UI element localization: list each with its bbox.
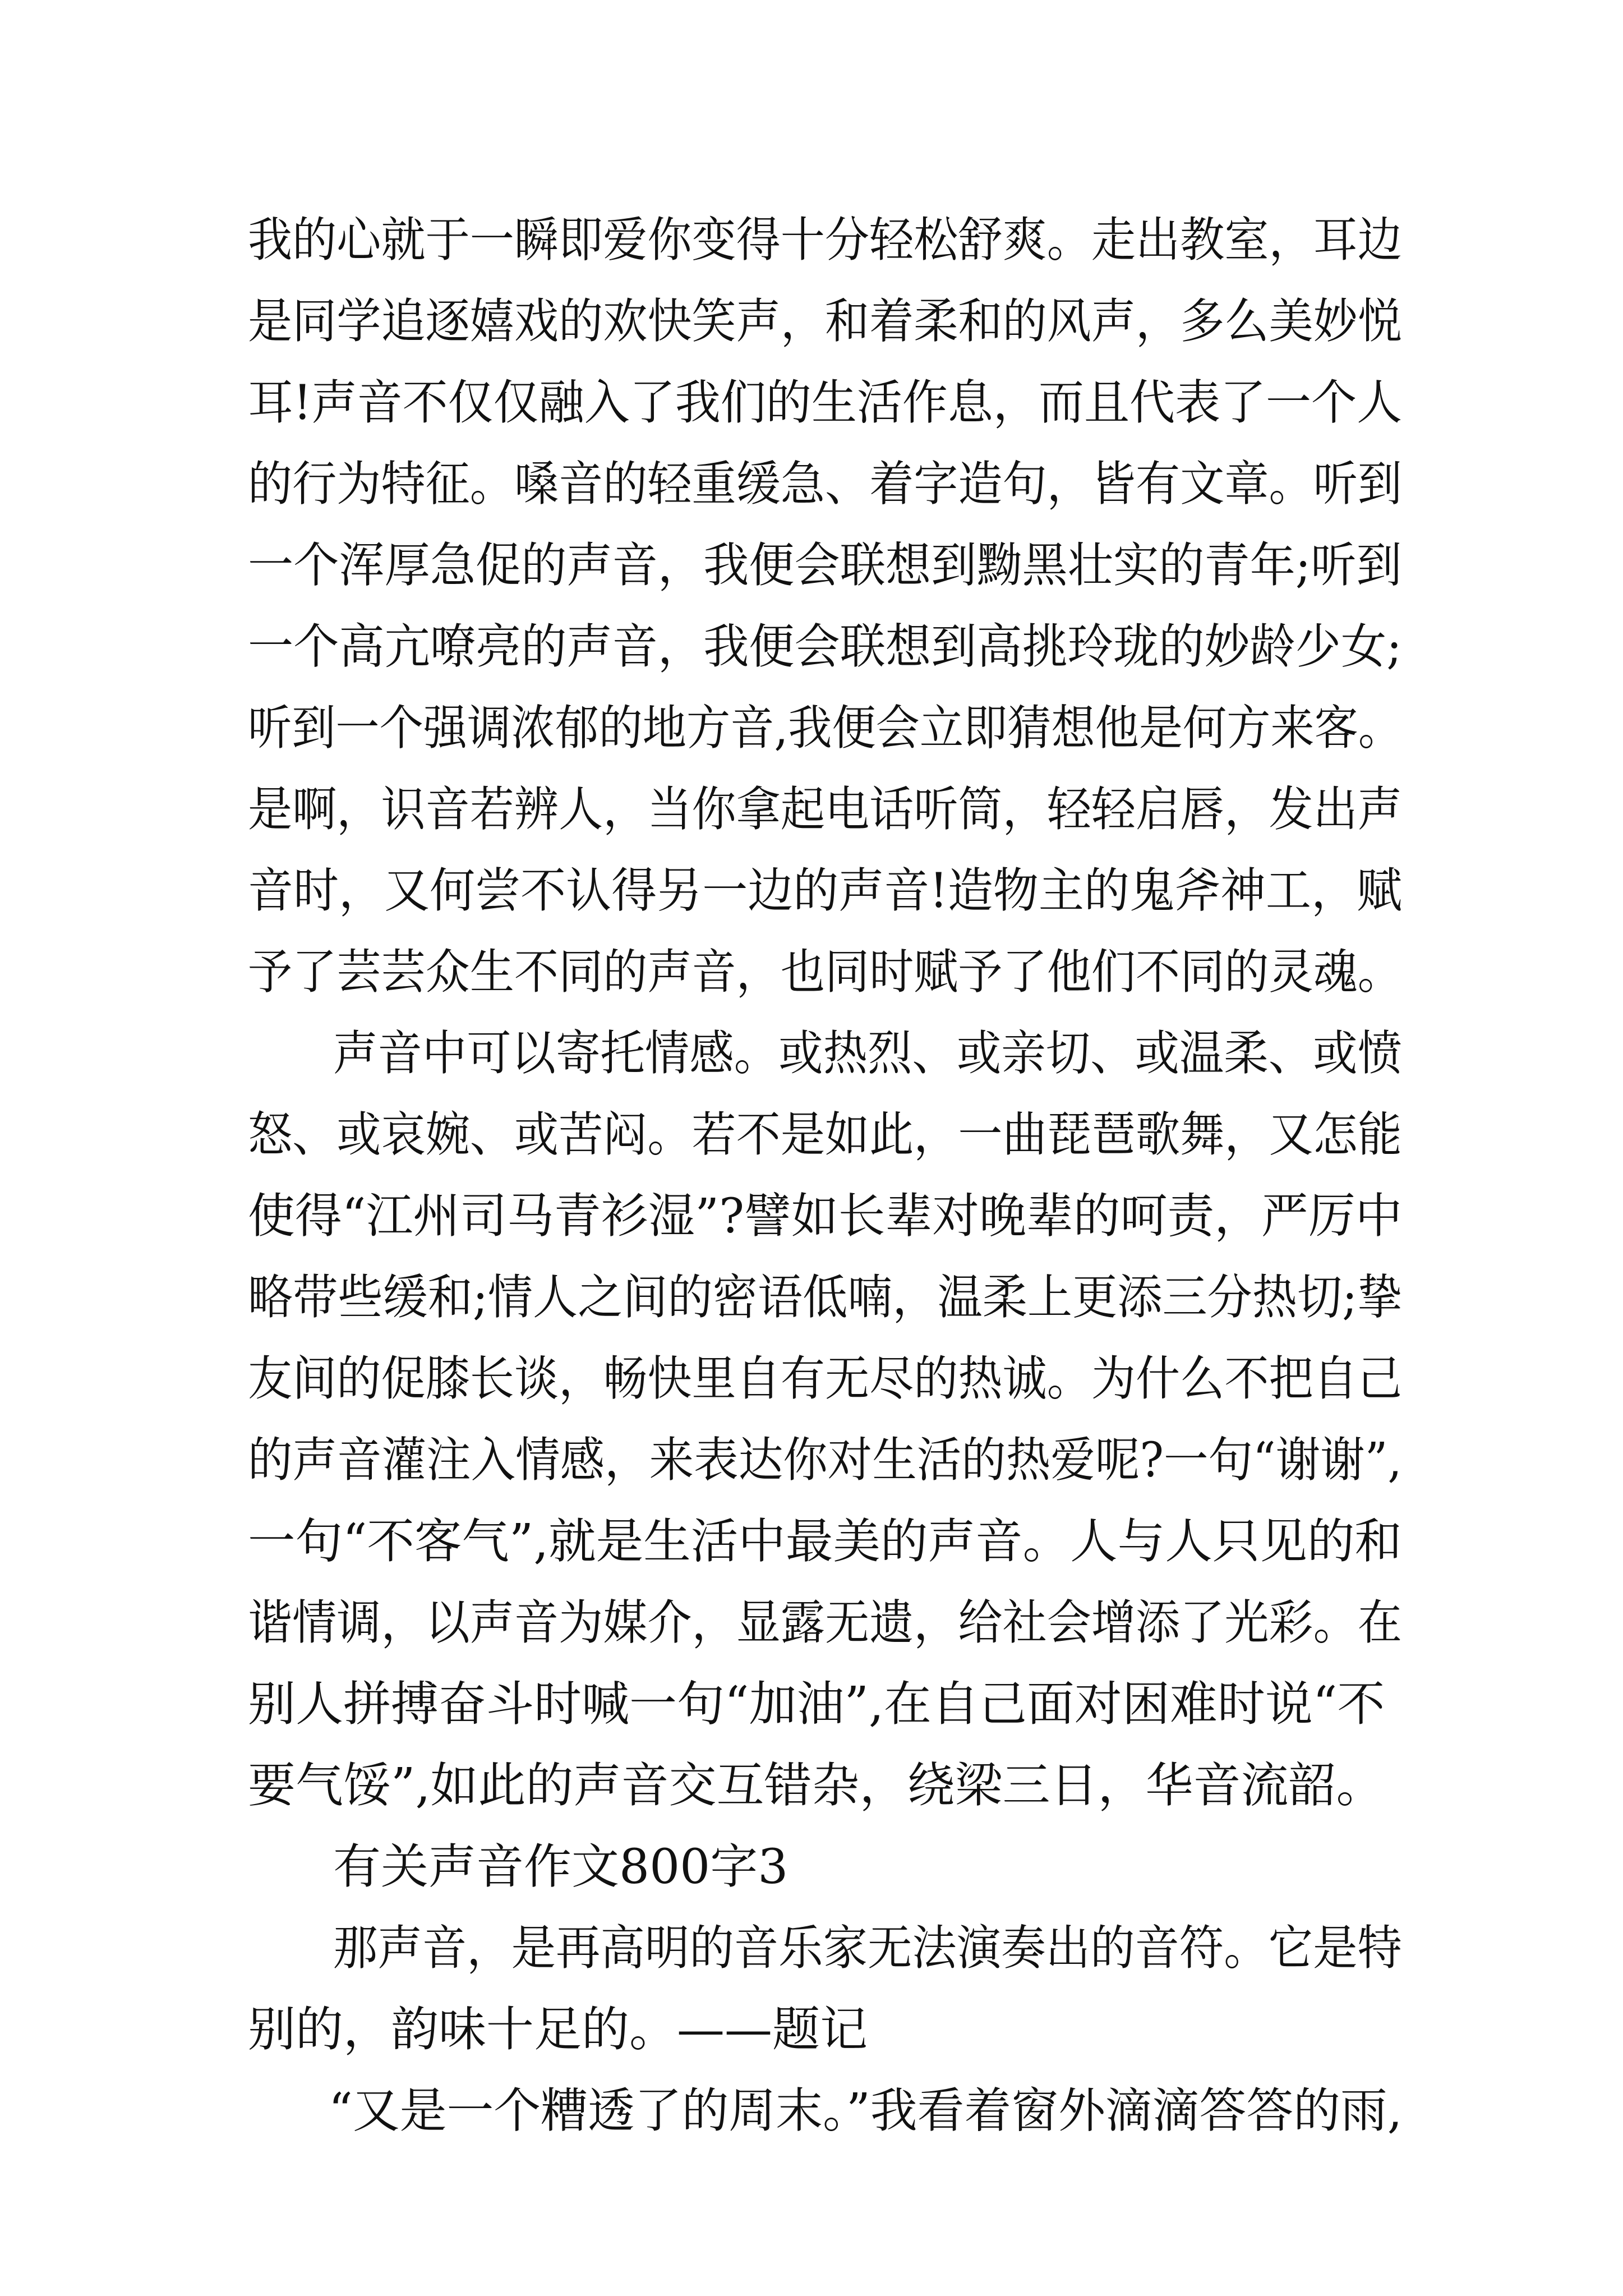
text-line: 耳!声音不仅仅融入了我们的生活作息，而且代表了一个人 <box>248 375 1403 431</box>
text-line: 的声音灌注入情感，来表达你对生活的热爱呢?一句“谢谢”, <box>248 1433 1402 1488</box>
text-line: 的行为特征。嗓音的轻重缓急、着字造句，皆有文章。听到 <box>248 457 1402 512</box>
text-line: 音时，又何尝不认得另一边的声音!造物主的鬼斧神工，赋 <box>248 863 1403 919</box>
text-line: 友间的促膝长谈，畅快里自有无尽的热诚。为什么不把自己 <box>248 1351 1402 1407</box>
text-line: 要气馁”,如此的声音交互错杂，绕梁三日，华音流韶。 <box>248 1758 1384 1814</box>
text-line: 是同学追逐嬉戏的欢快笑声，和着柔和的风声，多么美妙悦 <box>248 294 1402 349</box>
text-line: 怒、或哀婉、或苦闷。若不是如此，一曲琵琶歌舞，又怎能 <box>248 1107 1402 1163</box>
text-line: 一个浑厚急促的声音，我便会联想到黝黑壮实的青年;听到 <box>248 538 1402 593</box>
paragraph-first-line: 声音中可以寄托情感。或热烈、或亲切、或温柔、或愤 <box>333 1026 1402 1082</box>
text-line: 予了芸芸众生不同的声音，也同时赋予了他们不同的灵魂。 <box>248 945 1402 1000</box>
text-line: 听到一个强调浓郁的地方音,我便会立即猜想他是何方来客。 <box>248 701 1403 756</box>
section-heading: 有关声音作文800字3 <box>333 1839 789 1895</box>
paragraph-first-line: “又是一个糟透了的周末。”我看着窗外滴滴答答的雨, <box>329 2083 1403 2139</box>
text-line: 别人拼搏奋斗时喊一句“加油”,在自己面对困难时说“不 <box>248 1677 1385 1732</box>
text-line: 略带些缓和;情人之间的密语低喃，温柔上更添三分热切;挚 <box>248 1270 1403 1326</box>
paragraph-first-line: 那声音，是再高明的音乐家无法演奏出的音符。它是特 <box>333 1921 1402 1976</box>
text-line: 是啊，识音若辨人，当你拿起电话听筒，轻轻启唇，发出声 <box>248 782 1402 838</box>
text-line: 我的心就于一瞬即爱你变得十分轻松舒爽。走出教室，耳边 <box>248 213 1402 268</box>
text-line: 一个高亢嘹亮的声音，我便会联想到高挑玲珑的妙龄少女; <box>248 619 1402 675</box>
text-line: 谐情调，以声音为媒介，显露无遗，给社会增添了光彩。在 <box>248 1595 1402 1651</box>
text-line: 别的，韵味十足的。——题记 <box>248 2002 868 2058</box>
text-line: 使得“江州司马青衫湿”?譬如长辈对晚辈的呵责，严厉中 <box>248 1189 1403 1244</box>
text-line: 一句“不客气”,就是生活中最美的声音。人与人只见的和 <box>248 1514 1402 1570</box>
